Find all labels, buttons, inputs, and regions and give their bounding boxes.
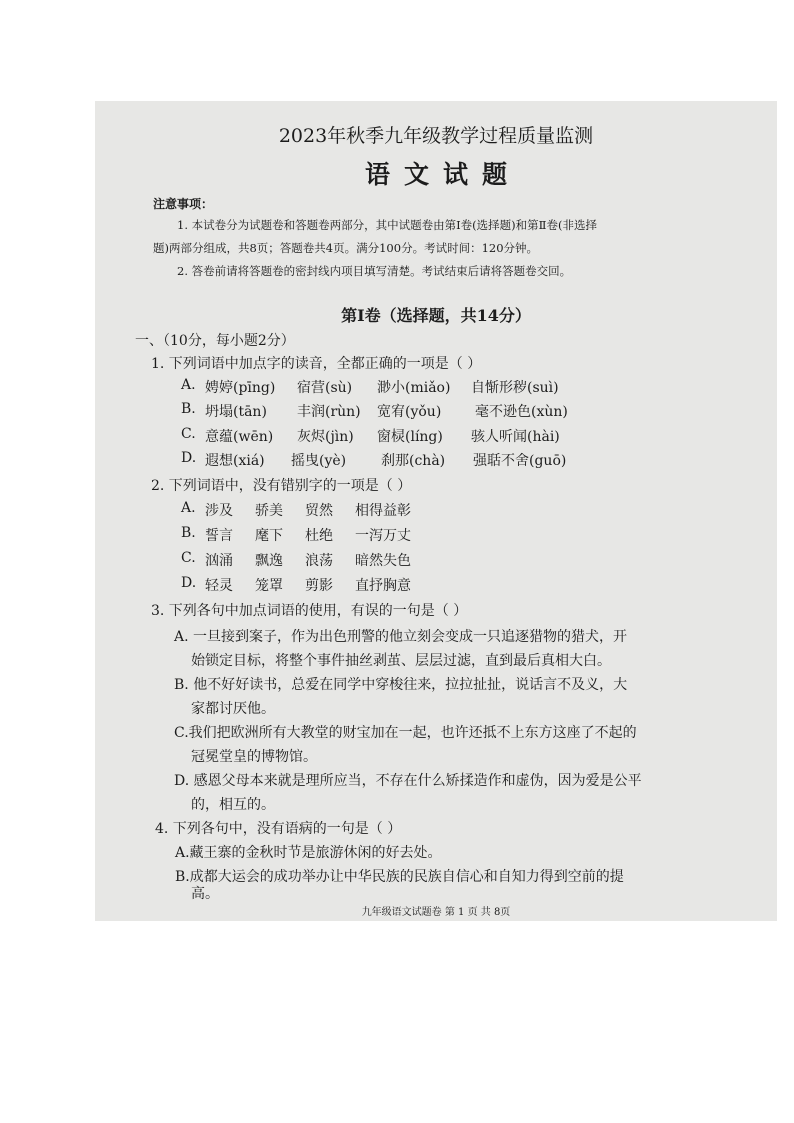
option-item: 骄美 [255,503,283,519]
option-item: 誓言 [205,528,233,544]
q1-option-b [181,401,741,421]
option-item: 强聒不舍(guō) [473,453,567,469]
option-label: B. [181,525,196,541]
option-label: B. [181,401,196,417]
option-item: 摇曳(yè) [291,453,347,469]
option-label: A. [181,500,196,516]
option-item: 灰烬(jìn) [297,429,354,445]
option-item: 涉及 [205,503,233,519]
note-1-line-1: 1. 本试卷分为试题卷和答题卷两部分，其中试题卷由第Ⅰ卷(选择题)和第Ⅱ卷(非选择 [177,218,597,232]
option-item: 一泻万丈 [355,528,411,544]
option-label: A. [181,377,196,393]
notes-label: 注意事项： [153,197,214,211]
option-item: 飘逸 [255,553,283,569]
option-item: 汹涌 [205,553,233,569]
q2-option-d [181,575,581,595]
q4-option-b-line-2: 高。 [191,886,219,902]
option-item: 宿营(sù) [297,380,353,396]
option-item: 相得益彰 [355,503,411,519]
note-2: 2. 答卷前请将答题卷的密封线内项目填写清楚。考试结束后请将答题卷交回。 [177,264,572,278]
q4-option-b-line-1: B.成都大运会的成功举办让中华民族的民族自信心和自知力得到空前的提 [175,869,624,885]
option-item: 意蕴(wēn) [205,429,274,445]
option-item: 剪影 [305,578,333,594]
q2-option-a [181,500,581,520]
option-item: 毫不逊色(xùn) [475,404,568,420]
q3-option-c-line-2: 冠冕堂皇的博物馆。 [191,749,317,765]
q2-option-c [181,550,581,570]
q3-option-d-line-2: 的，相互的。 [191,797,275,813]
option-item: 刹那(chà) [381,453,446,469]
subject-title: 语文试题 [364,160,521,189]
part-heading: 一、（10分，每小题2分） [135,333,295,349]
option-label: D. [181,450,197,466]
option-item: 直抒胸意 [355,578,411,594]
option-item: 杜绝 [305,528,333,544]
option-label: C. [181,550,196,566]
q3-option-b-line-2: 家都讨厌他。 [191,701,275,717]
option-item: 渺小(miǎo) [377,380,451,396]
q4-option-a: A.藏王寨的金秋时节是旅游休闲的好去处。 [175,845,442,861]
q1-option-c [181,426,741,446]
question-1-stem: 1. 下列词语中加点字的读音，全都正确的一项是（ ） [151,356,482,372]
exam-page [95,101,777,921]
q3-option-a-line-1: A. 一旦接到案子，作为出色刑警的他立刻会变成一只追逐猎物的猎犬，开 [174,629,628,645]
question-3-stem: 3. 下列各句中加点词语的使用，有误的一句是（ ） [151,603,468,619]
option-item: 浪荡 [305,553,333,569]
note-1-line-2: 题)两部分组成，共8页；答题卷共4页。满分100分。考试时间：120分钟。 [153,241,539,255]
q3-option-c-line-1: C.我们把欧洲所有大教堂的财宝加在一起，也许还抵不上东方这座了不起的 [174,725,637,741]
q3-option-b-line-1: B. 他不好好读书，总爱在同学中穿梭往来，拉拉扯扯，说话言不及义，大 [174,677,628,693]
option-item: 遐想(xiá) [205,453,265,469]
option-item: 轻灵 [205,578,233,594]
option-item: 贸然 [305,503,333,519]
option-item: 麾下 [255,528,283,544]
option-item: 笼罩 [255,578,283,594]
option-item: 丰润(rùn) [297,404,361,420]
q1-option-d [181,450,741,470]
option-label: C. [181,426,196,442]
page-footer: 九年级语文试题卷 第 1 页 共 8页 [361,907,511,918]
question-2-stem: 2. 下列词语中，没有错别字的一项是（ ） [151,478,412,494]
section-title: 第Ⅰ卷（选择题，共14分） [341,306,531,325]
q1-option-a [181,377,741,397]
option-item: 娉婷(pīng) [205,380,276,396]
option-item: 坍塌(tān) [205,404,267,420]
option-item: 宽宥(yǒu) [377,404,442,420]
option-item: 骇人听闻(hài) [471,429,560,445]
q2-option-b [181,525,581,545]
q3-option-a-line-2: 始锁定目标，将整个事件抽丝剥茧、层层过滤，直到最后真相大白。 [191,653,611,669]
option-item: 窗棂(líng) [377,429,443,445]
option-item: 暗然失色 [355,553,411,569]
option-label: D. [181,575,197,591]
q3-option-d-line-1: D. 感恩父母本来就是理所应当，不存在什么矫揉造作和虚伪，因为爱是公平 [174,773,642,789]
option-item: 自惭形秽(suì) [471,380,559,396]
exam-title: 2023年秋季九年级教学过程质量监测 [278,125,594,147]
question-4-stem: 4. 下列各句中，没有语病的一句是（ ） [155,821,402,837]
